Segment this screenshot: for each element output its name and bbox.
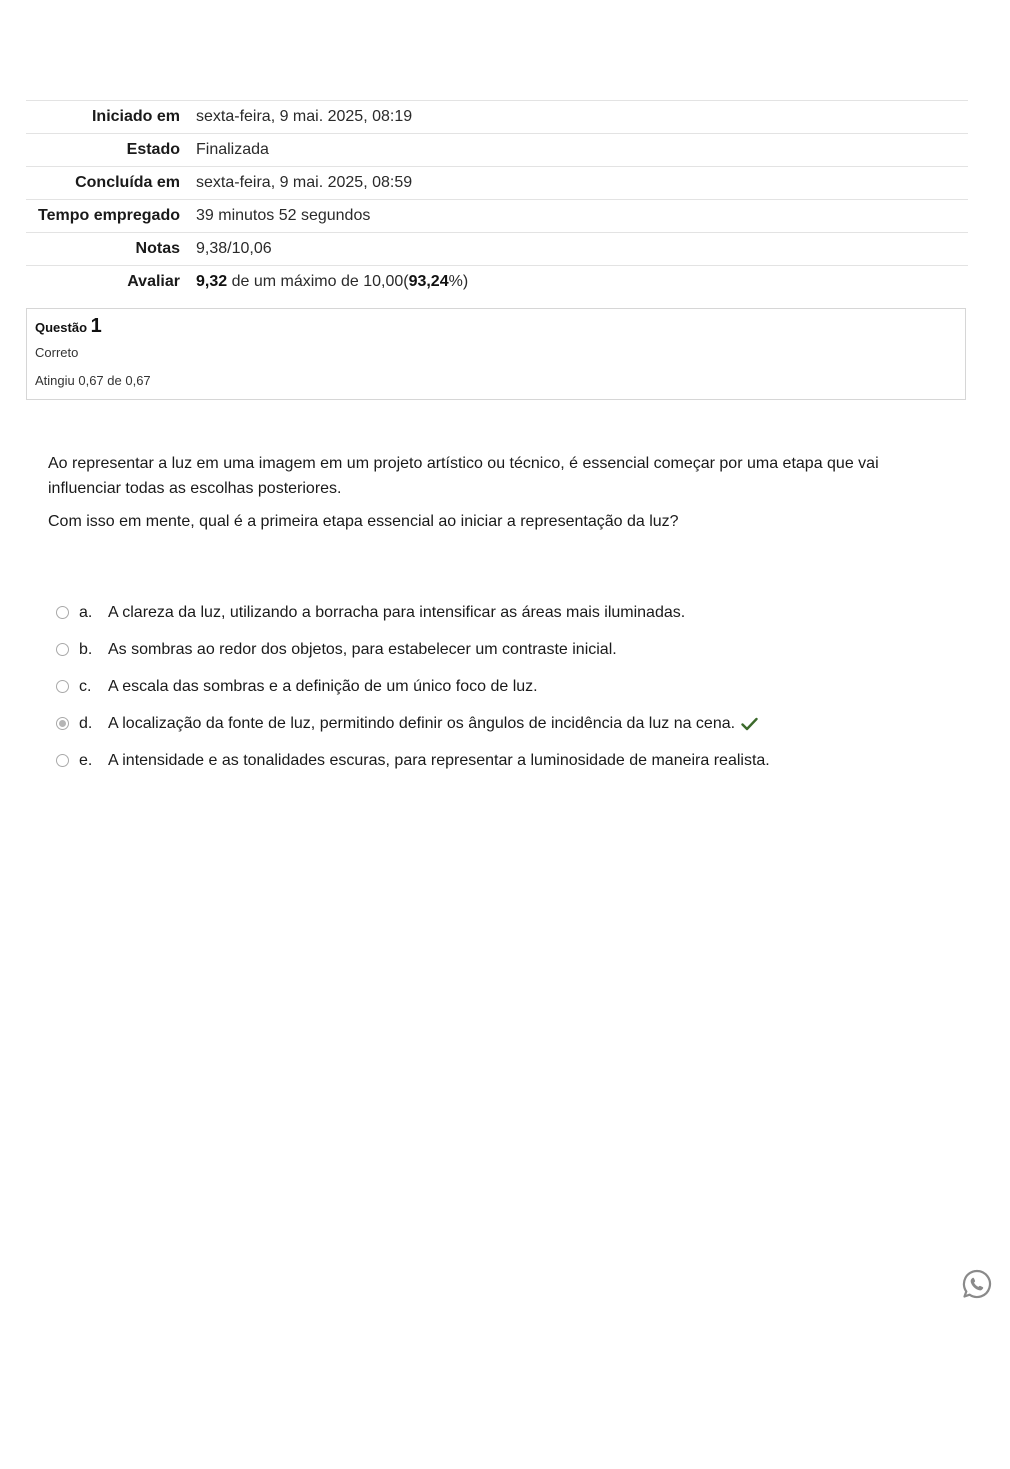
summary-label: Avaliar	[127, 273, 180, 290]
answer-letter: c.	[79, 677, 92, 695]
summary-label: Estado	[126, 141, 180, 158]
summary-value: sexta-feira, 9 mai. 2025, 08:19	[196, 108, 413, 125]
summary-row-marks	[26, 233, 968, 266]
check-icon	[741, 717, 758, 731]
summary-row-grade	[26, 266, 968, 299]
answer-letter: a.	[79, 603, 93, 621]
answer-option-d[interactable]	[56, 705, 956, 742]
summary-label: Tempo empregado	[38, 207, 180, 224]
answer-option-b[interactable]	[56, 631, 956, 668]
grade-suffix: %)	[448, 273, 469, 290]
answer-option-a[interactable]	[56, 594, 956, 631]
radio-button[interactable]	[56, 606, 69, 619]
question-prefix: Questão	[35, 320, 88, 335]
summary-label: Notas	[135, 240, 180, 257]
answer-text: A clareza da luz, utilizando a borracha para intensificar as áreas mais iluminadas.	[108, 603, 686, 621]
summary-row-completed	[26, 167, 968, 200]
answer-text: A localização da fonte de luz, permitindo definir os ângulos de incidência da luz na cena.	[108, 714, 736, 732]
answer-letter: e.	[79, 751, 93, 769]
summary-value: 9,38/10,06	[196, 240, 272, 257]
question-text	[48, 451, 948, 542]
answer-text: As sombras ao redor dos objetos, para estabelecer um contraste inicial.	[108, 640, 617, 658]
radio-button[interactable]	[56, 754, 69, 767]
whatsapp-icon[interactable]	[961, 1268, 993, 1300]
answer-option-e[interactable]	[56, 742, 956, 779]
question-number-value: 1	[90, 315, 102, 337]
summary-row-started	[26, 101, 968, 134]
question-info-box	[26, 308, 966, 400]
answer-letter: d.	[79, 714, 93, 732]
answer-letter: b.	[79, 640, 93, 658]
grade-score: 9,32	[196, 273, 228, 290]
answer-text: A escala das sombras e a definição de um único foco de luz.	[108, 677, 538, 695]
summary-label: Concluída em	[75, 174, 180, 191]
answer-text: A intensidade e as tonalidades escuras, para representar a luminosidade de maneira realista.	[108, 751, 770, 769]
summary-value	[188, 266, 968, 299]
radio-button[interactable]	[56, 643, 69, 656]
summary-value: Finalizada	[196, 141, 269, 158]
summary-label: Iniciado em	[91, 108, 180, 125]
radio-button-selected[interactable]	[56, 717, 69, 730]
summary-value: 39 minutos 52 segundos	[196, 207, 371, 224]
question-state: Correto	[35, 345, 79, 360]
question-paragraph: Ao representar a luz em uma imagem em um projeto artístico ou técnico, é essencial começar por uma etapa que vai influenciar todas as escolhas posteriores.	[48, 455, 879, 497]
grade-percent: 93,24	[408, 273, 449, 290]
summary-value: sexta-feira, 9 mai. 2025, 08:59	[196, 174, 413, 191]
attempt-summary-table	[26, 100, 968, 298]
question-grade: Atingiu 0,67 de 0,67	[35, 373, 151, 388]
summary-row-time-taken	[26, 200, 968, 233]
summary-row-state	[26, 134, 968, 167]
radio-button[interactable]	[56, 680, 69, 693]
question-number	[35, 315, 957, 339]
answer-option-c[interactable]	[56, 668, 956, 705]
question-paragraph: Com isso em mente, qual é a primeira etapa essencial ao iniciar a representação da luz?	[48, 513, 679, 530]
grade-middle: de um máximo de 10,00(	[227, 273, 409, 290]
answer-list	[56, 594, 956, 779]
